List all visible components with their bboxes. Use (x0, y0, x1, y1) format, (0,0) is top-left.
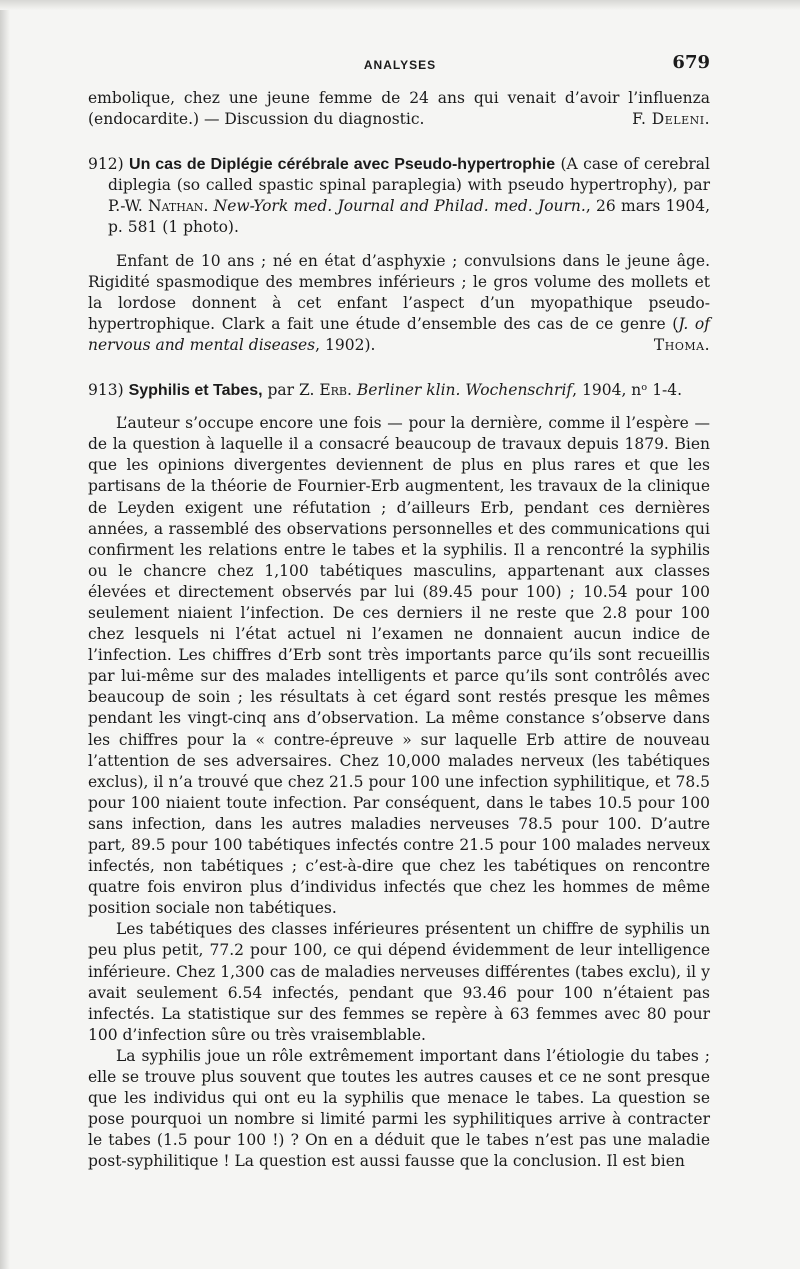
page-number: 679 (672, 52, 710, 73)
entry-913-journal: Berliner klin. Wochenschrif (356, 381, 573, 400)
entry-913-citation-post: , 1904, nᵒ 1-4. (572, 381, 683, 400)
entry-913-paragraph: La syphilis joue un rôle extrêmement important dans l’étiologie du tabes ; elle se trouve plus souvent que toutes les autres causes et ce ne sont presque que les individus qui ont eu la syphilis que menace le tabes. La question se pose pourquoi un nombre si limité parmi les syphilitiques arrive à contracter le tabes (1.5 pour 100 !) ? On en a déduit que le tabes n’est pas une maladie post-syphilitique ! La question est aussi fausse que la conclusion. Il est bien (88, 1046, 710, 1171)
entry-912-heading (88, 154, 710, 238)
entry-912-journal: New-York med. Journal and Philad. med. Journ. (213, 197, 586, 216)
entry-913-citation-pre: par Z. (262, 381, 320, 400)
entry-912-citation-post: , 26 mars 1904, p. 581 (1 photo). (108, 197, 710, 237)
scan-shadow-top (0, 0, 800, 10)
entry-913-author: Erb (319, 381, 348, 400)
entry-912-number: 912) (88, 155, 124, 174)
entry-912-body (88, 251, 710, 356)
scan-shadow-left (0, 0, 10, 1269)
entry-913-paragraph: L’auteur s’occupe encore une fois — pour la dernière, comme il l’espère — de la question à laquelle il a consacré beaucoup de travaux depuis 1879. Bien que les opinions divergentes deviennent de plus en plus rares et que les partisans de la théorie de Fournier-Erb augmentent, les travaux de la clinique de Leyden exigent une réfutation ; d’ailleurs Erb, pendant ces dernières années, a rassemblé des observations personnelles et des communications qui confirment les relations entre le tabes et la syphilis. Il a rencontré la syphilis ou le chancre chez 1,100 tabétiques masculins, appartenant aux classes élevées et directement observés par lui (89.45 pour 100) ; 10.54 pour 100 seulement niaient l’infection. De ces derniers il ne reste que 2.8 pour 100 chez lesquels ni l’état actuel ni l’examen ne donnaient aucun indice de l’infection. Les chiffres d’Erb sont très importants parce qu’ils sont recueillis par lui-même sur des malades intelligents et parce qu’ils sont contrôlés avec beaucoup de soin ; les résultats à cet égard sont restés presque les mêmes pendant les vingt-cinq ans d’observation. La même constance s’observe dans les chiffres pour la « contre-épreuve » sur laquelle Erb attire de nouveau l’attention de ses adversaires. Chez 10,000 malades nerveux (les tabétiques exclus), il n’a trouvé que chez 21.5 pour 100 une infection syphilitique, et 78.5 pour 100 niaient toute infection. Par conséquent, dans le tabes 10.5 pour 100 sans infection, dans les autres maladies nerveuses 78.5 pour 100. D’autre part, 89.5 pour 100 tabétiques infectés contre 21.5 pour 100 malades nerveux infectés, non tabétiques ; c’est-à-dire que chez les tabétiques on rencontre quatre fois environ plus d’individus infectés que chez les hommes de même position sociale non tabétiques. (88, 414, 710, 918)
entry-913-title: Syphilis et Tabes, (128, 382, 263, 400)
entry-913-paragraph: Les tabétiques des classes inférieures présentent un chiffre de syphilis un peu plus petit, 77.2 pour 100, ce qui dépend évidemment de leur intelligence inférieure. Chez 1,300 cas de maladies nerveuses différentes (tabes exclu), il y avait seulement 6.54 infectés, pendant que 93.46 pour 100 n’étaient pas infectés. La statistique sur des femmes se repère à 63 femmes avec 80 pour 100 d’infection sûre ou très vraisemblable. (88, 920, 710, 1044)
entry-912-title: Un cas de Diplégie cérébrale avec Pseudo-hypertrophie (129, 156, 556, 174)
page-content (88, 88, 710, 1173)
entry-912-citation-pre: (A case of cerebral diplegia (so called spastic spinal paraplegia) with pseudo hypertrophy), par P.-W. (108, 155, 710, 216)
previous-entry-tail (88, 88, 710, 130)
entry-912-body-pre: Enfant de 10 ans ; né en état d’asphyxie ; convulsions dans le jeune âge. Rigidité spasmodique des membres inférieurs ; le gros volume des mollets et la lordose donnent à cet enfant l’aspect d’un myopathique pseudo-hypertrophique. Clark a fait une étude d’ensemble des cas de ce genre ( (88, 251, 710, 333)
entry-913-heading (88, 380, 710, 401)
previous-entry-signature: F. Deleni. (632, 110, 710, 129)
entry-912-body-post: , 1902). (315, 335, 376, 354)
entry-912-author: Nathan (148, 197, 204, 216)
entry-913-number: 913) (88, 381, 124, 400)
entry-912-signature: Thoma. (653, 335, 710, 354)
running-head: ANALYSES (363, 58, 437, 72)
page-header (90, 52, 710, 76)
entry-912-citation-mid: . (203, 197, 214, 216)
entry-912-body-ref: J. of nervous and mental diseases (88, 314, 710, 354)
entry-913-citation-mid: . (347, 381, 357, 400)
previous-entry-text: embolique, chez une jeune femme de 24 ans qui venait d’avoir l’influenza (endocardite.) — Discussion du diagnostic. (88, 89, 710, 129)
